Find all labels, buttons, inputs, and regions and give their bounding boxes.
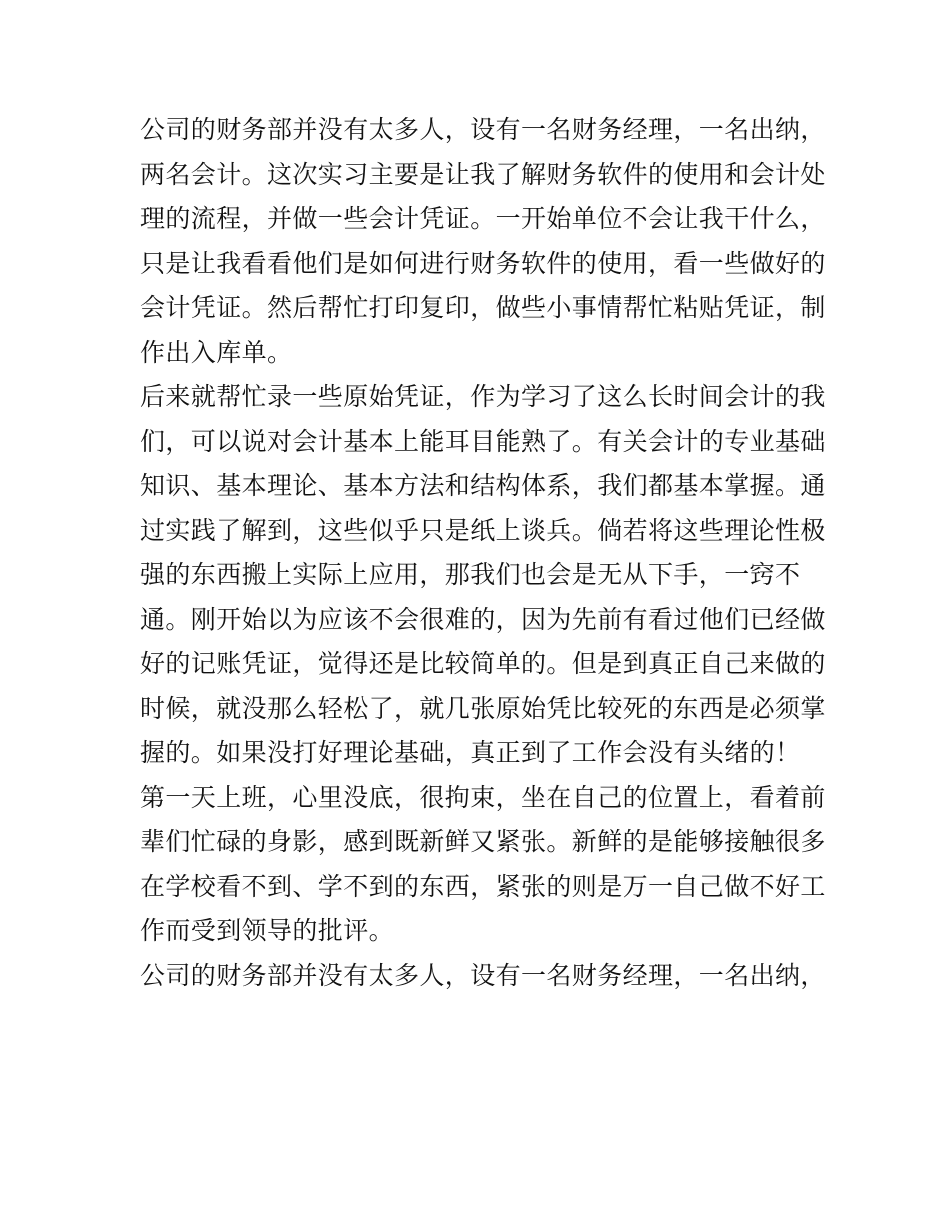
paragraph-1-line-4: 只是让我看看他们是如何进行财务软件的使用，看一些做好的 [140, 248, 826, 278]
paragraph-2-line-4: 过实践了解到，这些似乎只是纸上谈兵。倘若将这些理论性极 [140, 515, 826, 545]
paragraph-2-line-2: 们，可以说对会计基本上能耳目能熟了。有关会计的专业基础 [140, 426, 826, 456]
paragraph-2-line-9: 握的。如果没打好理论基础，真正到了工作会没有头绪的！ [140, 738, 801, 767]
paragraph-1-line-2: 两名会计。这次实习主要是让我了解财务软件的使用和会计处 [140, 159, 826, 189]
paragraph-3-line-3: 在学校看不到、学不到的东西，紧张的则是万一自己做不好工 [140, 871, 826, 901]
paragraph-2-line-6: 通。刚开始以为应该不会很难的，因为先前有看过他们已经做 [140, 604, 826, 634]
paragraph-3-line-2: 辈们忙碌的身影，感到既新鲜又紧张。新鲜的是能够接触很多 [140, 827, 826, 856]
paragraph-3-line-4: 作而受到领导的批评。 [140, 916, 395, 945]
paragraph-4-line-1: 公司的财务部并没有太多人，设有一名财务经理，一名出纳， [140, 960, 826, 990]
paragraph-2-line-8: 时候，就没那么轻松了，就几张原始凭比较死的东西是必须掌 [140, 693, 826, 723]
paragraph-2-line-7: 好的记账凭证，觉得还是比较简单的。但是到真正自己来做的 [140, 649, 826, 678]
paragraph-1-line-6: 作出入库单。 [140, 337, 293, 367]
paragraph-2-line-5: 强的东西搬上实际上应用，那我们也会是无从下手，一窍不 [140, 560, 801, 589]
paragraph-2-line-1: 后来就帮忙录一些原始凭证，作为学习了这么长时间会计的我 [140, 382, 826, 411]
paragraph-3-line-1: 第一天上班，心里没底，很拘束，坐在自己的位置上，看着前 [140, 782, 826, 812]
document-body [140, 108, 826, 998]
paragraph-2-line-3: 知识、基本理论、基本方法和结构体系，我们都基本掌握。通 [140, 471, 826, 500]
paragraph-1-line-5: 会计凭证。然后帮忙打印复印，做些小事情帮忙粘贴凭证，制 [140, 293, 826, 322]
paragraph-1-line-3: 理的流程，并做一些会计凭证。一开始单位不会让我干什么， [140, 204, 826, 233]
paragraph-1-line-1: 公司的财务部并没有太多人，设有一名财务经理，一名出纳， [140, 115, 826, 144]
